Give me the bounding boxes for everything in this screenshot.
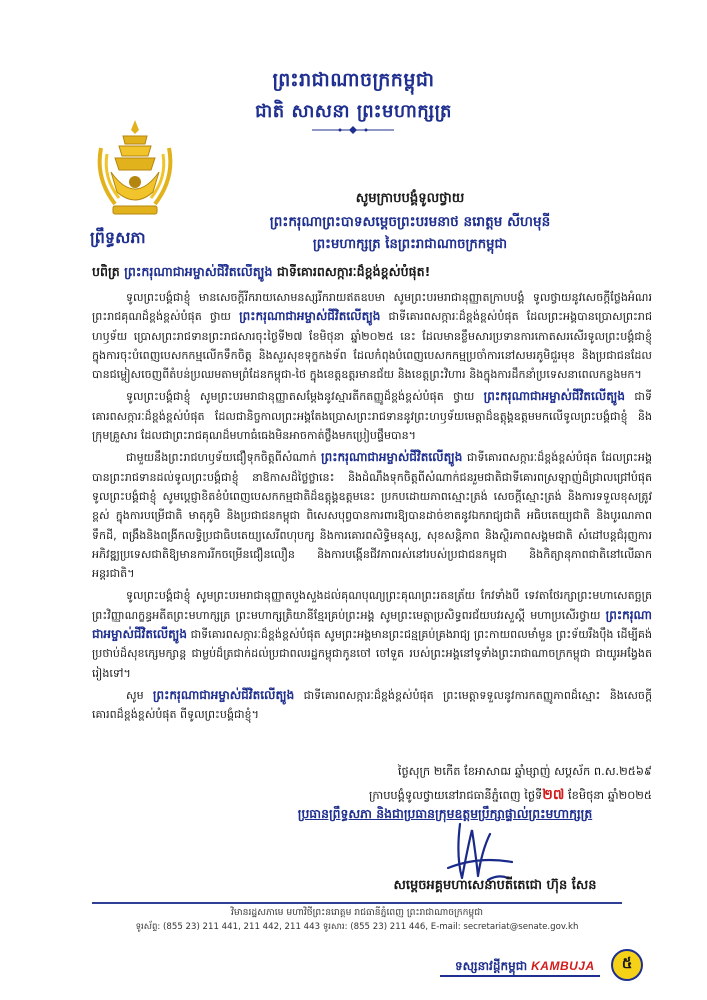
date-suffix: ខែមិថុនា ឆ្នាំ២០២៥ <box>568 788 652 802</box>
kingdom-heading: ព្រះរាជាណាចក្រកម្ពុជា <box>272 69 435 91</box>
paragraph-text: ទូលព្រះបង្គំជាខ្ញុំ សូមព្រះបរមរាជានុញ្ញាតបួងសួងដល់គុណបុណ្យព្រះគុណព្រះរតនត្រ័យ កែវទាំងបី ទេវតាថែរក្សាព្រះមហាសេតច្ឆត្រ ព្រះវិញ្ញាណក្ខន្ធអតីតព្រះមហាក្សត្រ ព្រះមហាក្សត្រិយានីខ្មែរគ្រប់ព្រះអង្គ សូមព្រះមេត្តាប្រសិទ្ធពរជ័យបវរសួស្តី មហាប្រសើរថ្វាយ <box>92 589 652 622</box>
magazine-name: ទស្សនាវដ្តីកម្ពុជា <box>455 959 528 973</box>
opening-highlight: ព្រះករុណាជាអម្ចាស់ជីវិតលើត្បូង <box>124 264 273 279</box>
paragraph-text: ទូលព្រះបង្គំជាខ្ញុំ មានសេចក្តីរីករាយសោមនស្សរីករាយឥតឧបមា សូមព្រះបរមរាជានុញ្ញាតក្រាបបង្គំ ទូលថ្វាយនូវសេចក្តីថ្លែងអំណរព្រះរាជគុណដ៏ខ្ពង់ខ្ពស់បំផុត ថ្វាយ <box>92 291 652 324</box>
paragraph-highlight: ព្រះករុណាជាអម្ចាស់ជីវិតលើត្បូង <box>321 450 463 465</box>
king-realm-line: ព្រះមហាក្សត្រ នៃព្រះរាជាណាចក្រកម្ពុជា <box>312 237 508 252</box>
national-motto: ជាតិ សាសនា ព្រះមហាក្សត្រ <box>255 101 452 122</box>
signatory-title: ប្រធានព្រឹទ្ធសភា និងជាប្រធានក្រុមឧត្តមប្រឹក្សាផ្ទាល់ព្រះមហាក្សត្រ <box>297 806 593 821</box>
magazine-wordmark: KAMBUJA <box>531 959 595 973</box>
paragraph-highlight: ព្រះករុណាជាអម្ចាស់ជីវិតលើត្បូង <box>92 607 652 642</box>
header-ornament-icon <box>310 126 396 134</box>
page-number-badge: ៥ <box>611 949 643 981</box>
footer-address: វិមានរដ្ឋសភាមេ មហាវិថីព្រះនរោត្តម រាជធានីភ្នំពេញ ព្រះរាជាណាចក្រកម្ពុជា <box>230 907 484 918</box>
opening-suffix: ជាទីគោរពសក្ការៈដ៏ខ្ពង់ខ្ពស់បំផុត! <box>276 264 431 279</box>
paragraph-highlight: ព្រះករុណាជាអម្ចាស់ជីវិតលើត្បូង <box>152 687 295 702</box>
date-day: ២៧ <box>542 787 565 803</box>
date-prefix: ក្រាបបង្គំទូលថ្វាយនៅរាជធានីភ្នំពេញ ថ្ងៃទី <box>368 788 543 802</box>
senate-emblem-icon <box>93 118 177 218</box>
king-title-line: ព្រះករុណាព្រះបាទសម្តេចព្រះបរមនាថ នរោត្តម សីហមុនី <box>269 214 551 230</box>
lunar-date: ថ្ងៃសុក្រ ២កើត ខែអាសាឍ ឆ្នាំម្សាញ់ សប្តស័ក ព.ស.២៥៦៩ <box>397 764 652 778</box>
paragraph-text: ទូលព្រះបង្គំជាខ្ញុំ សូមព្រះបរមរាជានុញ្ញាតសម្តែងនូវស្មារតីកតញ្ញូដ៏ខ្ពង់ខ្ពស់បំផុត ថ្វាយ <box>126 390 475 404</box>
opening-address <box>92 264 652 283</box>
paragraph-highlight: ព្រះករុណាជាអម្ចាស់ជីវិតលើត្បូង <box>239 309 381 324</box>
paragraph-text: សូម <box>126 688 144 702</box>
body-paragraph <box>92 586 652 682</box>
paragraph-text: ជាទីគោរពសក្ការៈដ៏ខ្ពង់ខ្ពស់បំផុត ដែលព្រះអង្គបានព្រះរាជទានដល់ទូលព្រះបង្គំជាខ្ញុំ នាឱកាសដ៏ថ្លៃថ្លានេះ និងដំណឹងទុកចិត្តពីសំណាក់ជនរួមជាតិជាទីគោរពស្រឡាញ់ដ៏ជ្រាលជ្រៅបំផុត ទូលព្រះបង្គំជាខ្ញុំ សូមប្តេជ្ញាខិតខំបំពេញបេសកកម្មជាតិដ៏ឧត្តុង្គឧត្តមនេះ ប្រកបដោយភាពស្មោះត្រង់ សេចក្តីស្មោះត្រង់ និងការទទួលខុសត្រូវខ្ពស់ ក្នុងការបម្រើជាតិ មាតុភូមិ និងប្រជាជនកម្ពុជា ពិសេសបុព្វបានការពារឱ្យបានដាច់ខាតនូវឯករាជ្យជាតិ អធិបតេយ្យជាតិ និងបូរណភាពទឹកដី, ពង្រឹងនិងពង្រីកលទ្ធិប្រជាធិបតេយ្យសេរីពហុបក្ស និងការគោរពសិទ្ធិមនុស្ស, សុខសន្តិភាព និងស្ថិរភាពសង្គមជាតិ សំដៅបន្តជំរុញការអភិវឌ្ឍប្រទេសជាតិឱ្យមានការរីកចម្រើនជឿនលឿន និងការបង្កើនជីវភាពរស់នៅរបស់ប្រជាជនកម្ពុជា និងកិត្យានុភាពជាតិនៅលើឆាកអន្តរជាតិ។ <box>92 451 652 581</box>
paragraph-text: ជាទីគោរពសក្ការៈដ៏ខ្ពង់ខ្ពស់បំផុត ដែលព្រះអង្គបានប្រោសព្រះរាជហឫទ័យ ប្រោសព្រះរាជទានព្រះរាជសារចុះថ្ងៃទី២៧ ខែមិថុនា ឆ្នាំ២០២៥ នេះ ដែលមានខ្លឹមសារប្រទានការកោតសរសើរទូលព្រះបង្គំជាខ្ញុំ ក្នុងការចុះបំពេញបេសកកម្មលើកទឹកចិត្ត និងសួរសុខទុក្ខកងទ័ព ដែលកំពុងបំពេញបេសកកម្មប្រចាំការនៅសមរភូមិជួរមុខ និងប្រជាជនដែលបានជម្លៀសចេញពីតំបន់ប្រឈមតាមព្រំដែនកម្ពុជា-ថៃ ក្នុងខេត្តឧត្តរមានជ័យ និងខេត្តព្រះវិហារ និងក្នុងការដឹកនាំប្រទេសនាពេលកន្លងមក។ <box>92 310 653 382</box>
body-paragraph <box>92 288 652 384</box>
gregorian-date <box>312 785 652 806</box>
salutation-line: សូមក្រាបបង្គំទូលថ្វាយ <box>355 191 465 206</box>
paragraph-text: ជាទីគោរពសក្ការៈដ៏ខ្ពង់ខ្ពស់បំផុត សូមព្រះអង្គមានព្រះជន្មគ្រប់គ្រងរាជ្យ ព្រះកាយពលមាំមួន ព្រះទ័យរឹងប៉ឹង ដើម្បីគង់ប្រថាប់ដ៏សុខក្សេមក្សាន្ត ជាម្លប់ដ៏ត្រជាក់ដល់ប្រជាពលរដ្ឋកម្ពុជាកូនចៅ ចៅទួត របស់ព្រះអង្គនៅទូទាំងព្រះរាជាណាចក្រកម្ពុជា ជាយូរអង្វែងតរៀងទៅ។ <box>92 628 653 680</box>
body-paragraph <box>92 387 652 445</box>
footer-contact: ទូរស័ព្ទ: (855 23) 211 441, 211 442, 211 443 ទូរសារ: (855 23) 211 446, E-mail: secretariat@senate.gov.kh <box>135 922 579 932</box>
body-paragraph <box>92 448 652 583</box>
magazine-brand <box>455 958 595 976</box>
body-paragraph <box>92 686 652 725</box>
paragraph-highlight: ព្រះករុណាជាអម្ចាស់ជីវិតលើត្បូង <box>483 389 625 404</box>
signatory-name: សម្តេចអគ្គមហាសេនាបតីតេជោ ហ៊ុន សែន <box>393 878 597 893</box>
opening-prefix: បពិត្រ <box>92 264 120 279</box>
institution-name: ព្រឹទ្ធសភា <box>90 228 146 247</box>
paragraph-text: ជាទីគោរពសក្ការៈដ៏ខ្ពង់ខ្ពស់បំផុត ដែលជានិច្ចកាលព្រះអង្គតែងប្រោសព្រះរាជទាននូវព្រះហឫទ័យមេត្តាដ៏ឧត្តុង្គឧត្តមមកលើទូលព្រះបង្គំជាខ្ញុំ និងក្រុមគ្រួសារ ដែលជាព្រះរាជគុណដ៏មហាធំធេងមិនអាចកាត់ថ្លឹងមកប្រៀបផ្ទឹមបាន។ <box>92 390 652 443</box>
paragraph-text: ជាមួយនឹងព្រះរាជហឫទ័យជឿទុកចិត្តពីសំណាក់ <box>126 451 317 465</box>
footer-divider <box>92 902 622 904</box>
letter-body <box>92 288 652 728</box>
brand-underline <box>440 975 600 977</box>
paragraph-text: ជាទីគោរពសក្ការៈដ៏ខ្ពង់ខ្ពស់បំផុត ព្រះមេត្តាទទួលនូវការកតញ្ញូភាពដ៏ស្មោះ និងសេចក្តីគោរពដ៏ខ្ពង់ខ្ពស់បំផុត ពីទូលព្រះបង្គំជាខ្ញុំ។ <box>92 688 652 722</box>
